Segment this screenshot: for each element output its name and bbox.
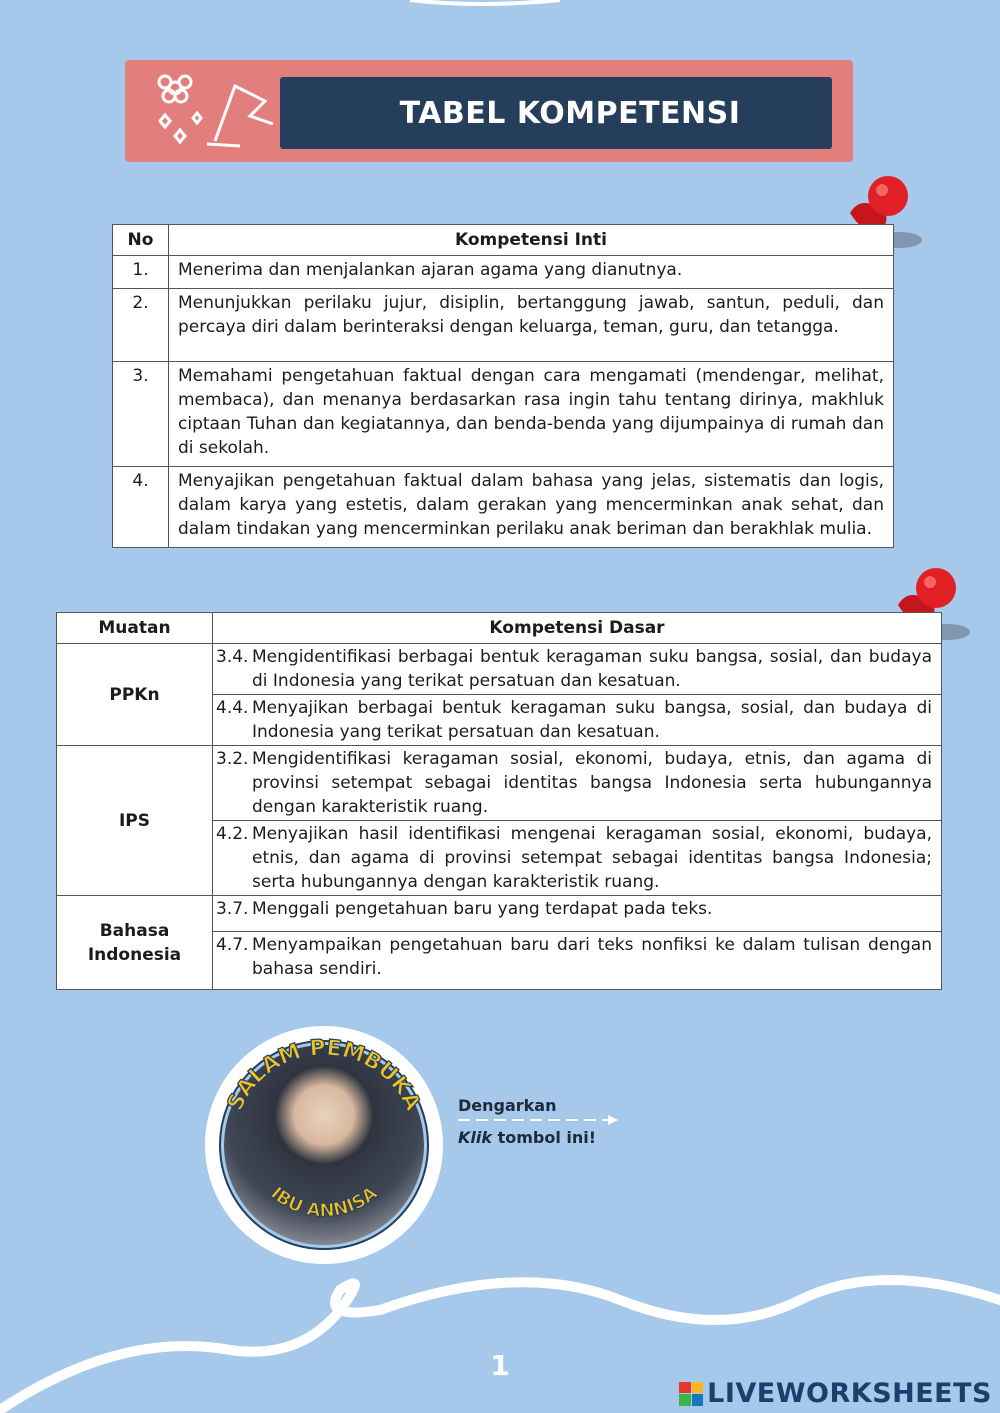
dashed-arrow-icon <box>458 1114 620 1126</box>
kd-code: 3.7. <box>216 899 249 919</box>
table-row <box>57 746 942 821</box>
subject-cell: Bahasa Indonesia <box>57 896 213 990</box>
kd-text: Mengidentifikasi keragaman sosial, ekonomi, budaya, etnis, dan agama di provinsi setempat sebagai identitas bangsa Indonesia serta hubungannya dengan karakteristik ruang. <box>252 749 932 817</box>
kompetensi-dasar-table <box>56 612 942 990</box>
kd-code: 4.7. <box>216 935 249 955</box>
row-text: Menerima dan menjalankan ajaran agama yang dianutnya. <box>169 256 894 289</box>
liveworksheets-logo-icon <box>679 1382 703 1406</box>
kd-text: Mengidentifikasi berbagai bentuk keragaman suku bangsa, sosial, dan budaya di Indonesia yang terikat persatuan dan kesatuan. <box>252 647 932 691</box>
kd-code: 4.2. <box>216 824 249 844</box>
svg-text:SALAM PEMBUKA <box>223 1036 425 1115</box>
click-instruction <box>458 1128 596 1147</box>
row-number: 2. <box>113 289 169 362</box>
liveworksheets-brand <box>679 1378 992 1409</box>
kd-cell <box>213 695 942 746</box>
table-row <box>57 644 942 695</box>
subject-cell: IPS <box>57 746 213 896</box>
table-row <box>57 896 942 932</box>
kd-cell <box>213 644 942 695</box>
kd-code: 3.2. <box>216 749 249 769</box>
audio-play-badge[interactable] <box>204 1025 444 1265</box>
click-word: Klik <box>458 1128 493 1147</box>
table-header-row <box>113 225 894 256</box>
kd-text: Menyampaikan pengetahuan baru dari teks nonfiksi ke dalam tulisan dengan bahasa sendiri. <box>252 935 932 979</box>
row-text: Menunjukkan perilaku jujur, disiplin, bertanggung jawab, santun, peduli, dan percaya diri dalam berinteraksi dengan keluarga, teman, guru, dan tetangga. <box>169 289 894 362</box>
table-row <box>113 256 894 289</box>
kd-cell <box>213 932 942 990</box>
row-number: 1. <box>113 256 169 289</box>
kd-cell <box>213 821 942 896</box>
kd-text: Menyajikan hasil identifikasi mengenai keragaman sosial, ekonomi, budaya, etnis, dan agama di provinsi setempat sebagai identitas bangsa Indonesia; serta hubungannya dengan karakteristik ruang. <box>252 824 932 892</box>
listen-label: Dengarkan <box>458 1096 557 1115</box>
kd-code: 3.4. <box>216 647 249 667</box>
column-header-kd: Kompetensi Dasar <box>213 613 942 644</box>
kd-text: Menyajikan berbagai bentuk keragaman suku bangsa, sosial, dan budaya di Indonesia yang terikat persatuan dan kesatuan. <box>252 698 932 742</box>
kompetensi-inti-table <box>112 224 894 548</box>
row-number: 3. <box>113 362 169 467</box>
badge-top-text: SALAM PEMBUKA <box>222 1035 426 1115</box>
page-title: TABEL KOMPETENSI <box>399 95 741 131</box>
kd-code: 4.4. <box>216 698 249 718</box>
column-header-ki: Kompetensi Inti <box>169 225 894 256</box>
table-header-row <box>57 613 942 644</box>
table-row <box>113 467 894 548</box>
row-text: Menyajikan pengetahuan faktual dalam bahasa yang jelas, sistematis dan logis, dalam karya yang estetis, dalam gerakan yang mencerminkan anak sehat, dan dalam tindakan yang mencerminkan perilaku anak beriman dan berakhlak mulia. <box>169 467 894 548</box>
badge-bottom-text: IBU ANNISA <box>266 1182 382 1222</box>
column-header-no: No <box>113 225 169 256</box>
table-row <box>113 362 894 467</box>
row-number: 4. <box>113 467 169 548</box>
kd-cell <box>213 746 942 821</box>
page-number: 1 <box>490 1349 510 1382</box>
svg-text:IBU ANNISA <box>266 1183 381 1222</box>
row-text: Memahami pengetahuan faktual dengan cara mengamati (mendengar, melihat, membaca), dan menanya berdasarkan rasa ingin tahu tentang dirinya, makhluk ciptaan Tuhan dan kegiatannya, dan benda-benda yang dijumpainya di rumah dan di sekolah. <box>169 362 894 467</box>
column-header-muatan: Muatan <box>57 613 213 644</box>
kd-text: Menggali pengetahuan baru yang terdapat pada teks. <box>252 899 713 919</box>
kd-cell <box>213 896 942 932</box>
click-rest: tombol ini! <box>492 1128 597 1147</box>
table-row <box>113 289 894 362</box>
brand-text: LIVEWORKSHEETS <box>707 1378 992 1409</box>
subject-cell: PPKn <box>57 644 213 746</box>
